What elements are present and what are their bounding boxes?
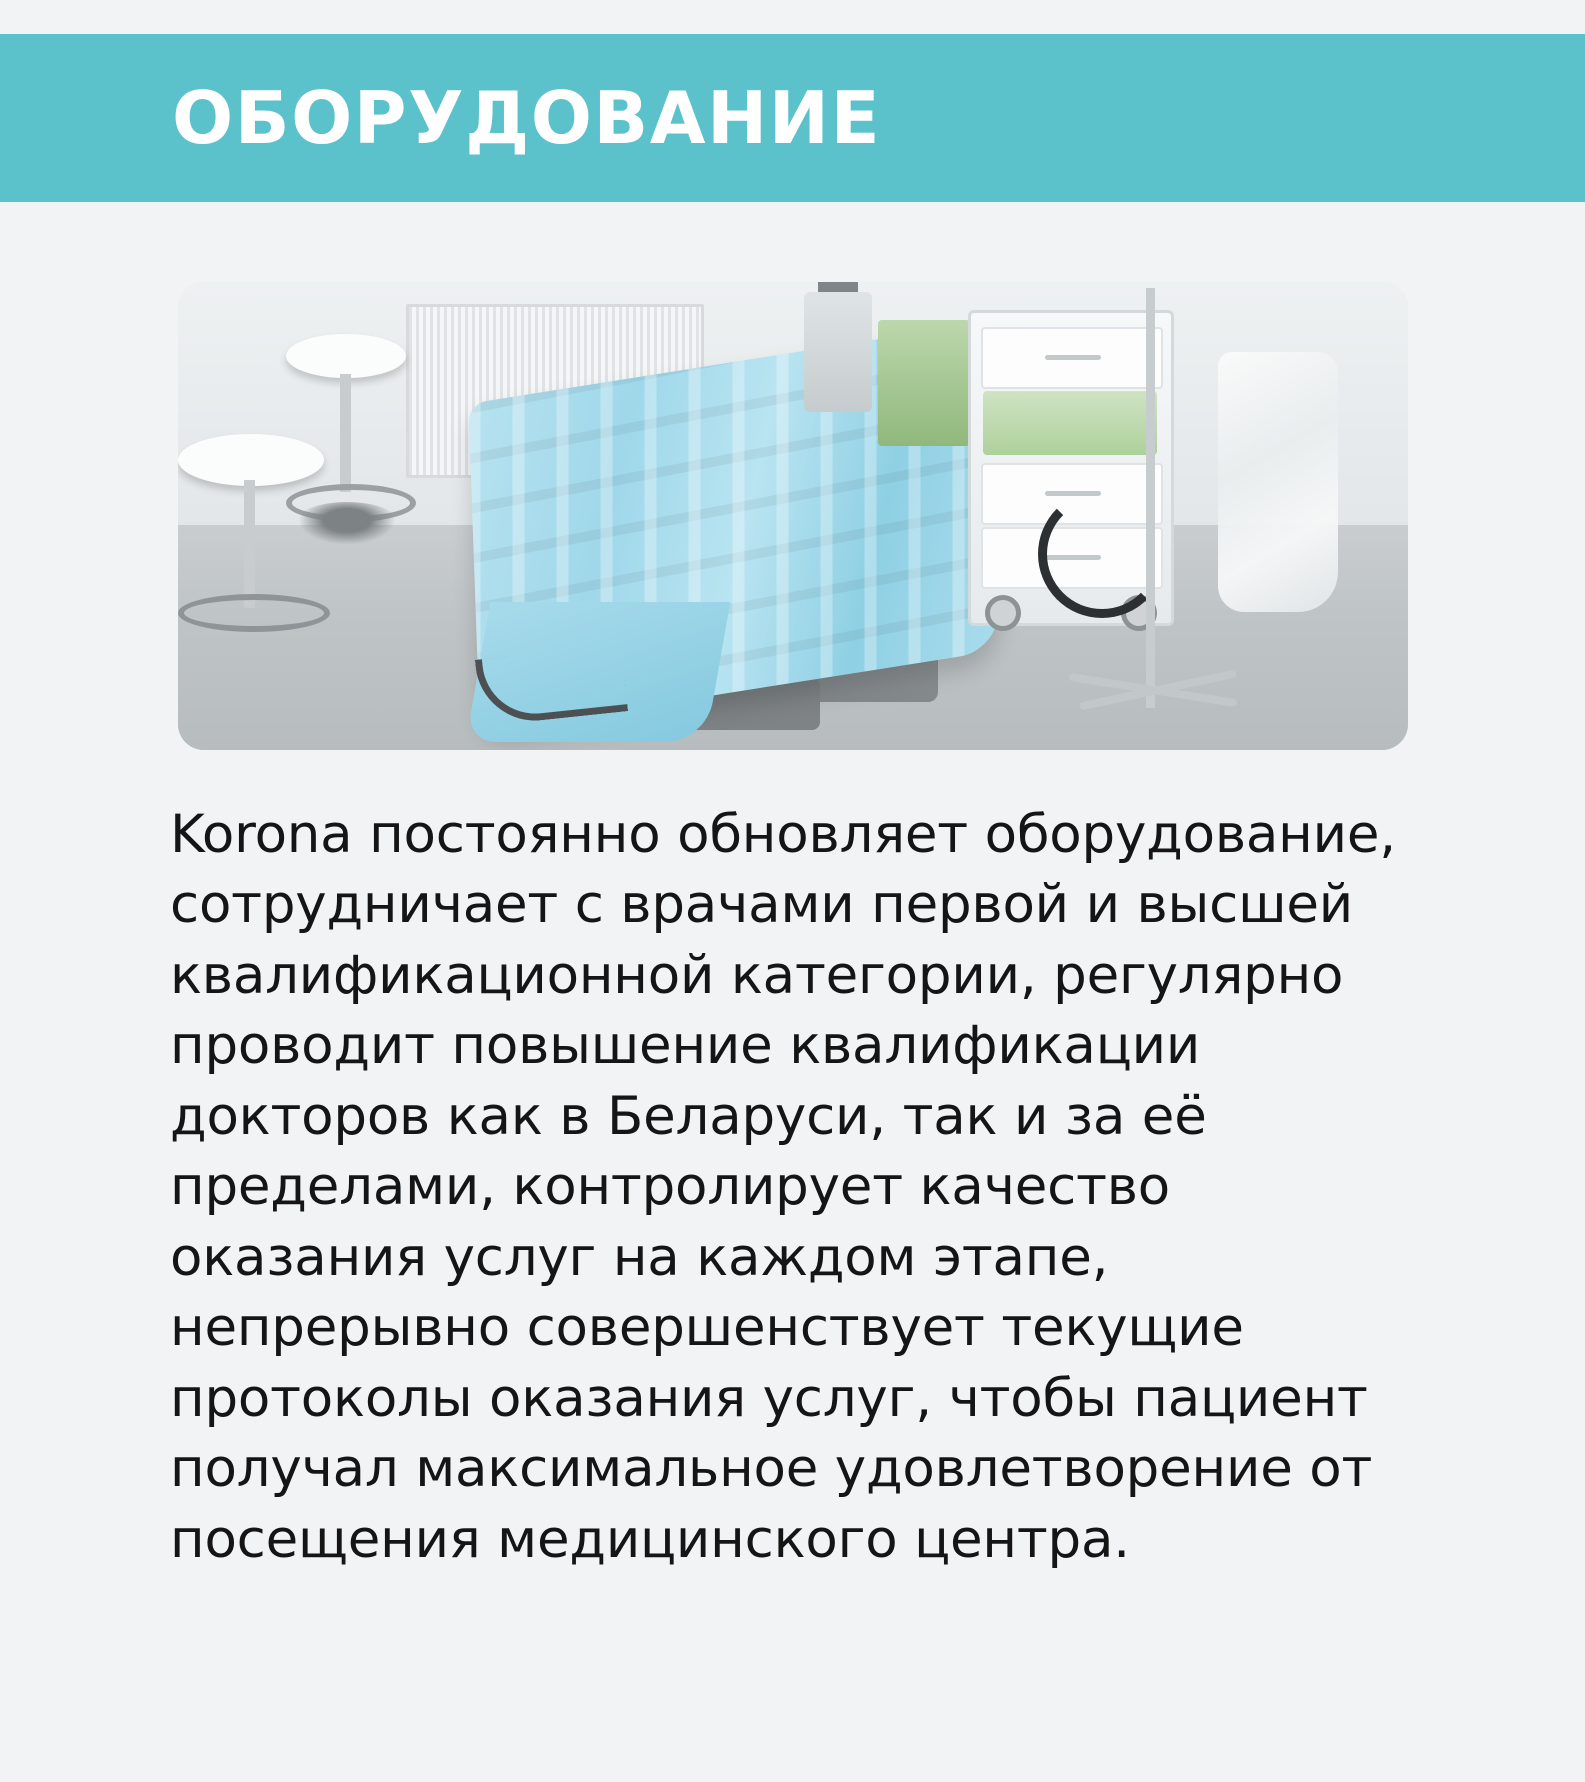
trolley-caster bbox=[985, 595, 1021, 631]
clinic-room-photo bbox=[178, 282, 1408, 750]
stool-front bbox=[178, 434, 328, 674]
page-title: ОБОРУДОВАНИЕ bbox=[172, 76, 882, 160]
trolley-green-tray bbox=[983, 391, 1157, 455]
waste-bag bbox=[1218, 352, 1338, 612]
iv-stand-pole bbox=[1146, 288, 1155, 708]
trolley-drawer bbox=[981, 327, 1163, 389]
equipment-bottle bbox=[804, 292, 872, 412]
body-paragraph: Korona постоянно обновляет оборудование, сотрудничает с врачами первой и высшей квалификационной категории, регулярно проводит повышение квалификации докторов как в Беларуси, так и за её пределами, контролирует качество оказания услуг на каждом этапе, непрерывно совершенствует текущие протоколы оказания услуг, чтобы пациент получал максимальное удовлетворение от посещения медицинского центра. bbox=[170, 804, 1396, 1570]
stool-seat bbox=[178, 434, 324, 486]
header-band bbox=[0, 34, 1585, 202]
green-bin bbox=[878, 320, 970, 446]
stool-post bbox=[244, 480, 255, 608]
stool-footring bbox=[178, 594, 330, 632]
stool-seat bbox=[286, 334, 406, 378]
stool-post bbox=[340, 374, 351, 492]
equipment-photo-card bbox=[178, 282, 1408, 750]
